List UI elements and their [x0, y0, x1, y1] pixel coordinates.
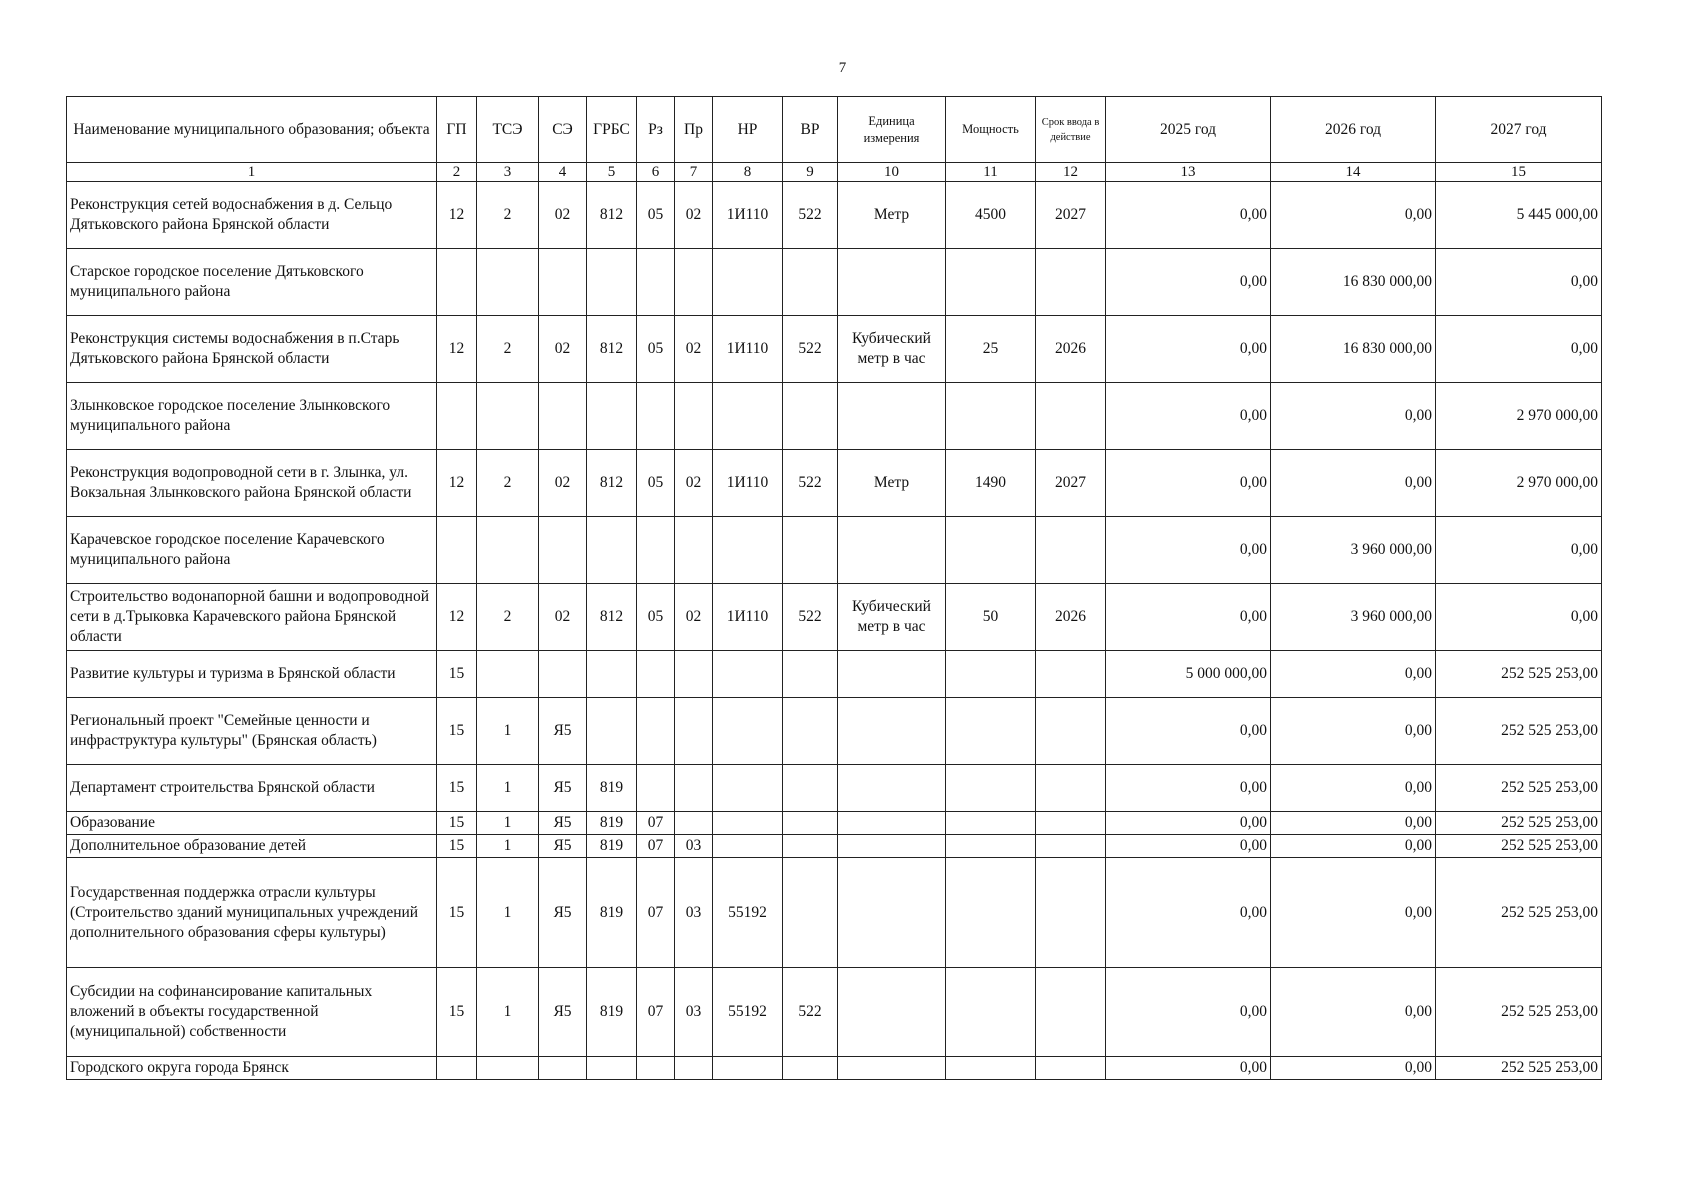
cell-pr [675, 249, 713, 316]
cell-grbs: 819 [587, 835, 637, 858]
cell-vr [783, 765, 838, 812]
column-number: 14 [1271, 163, 1436, 182]
cell-amount-2026: 0,00 [1271, 450, 1436, 517]
cell-rz [637, 651, 675, 698]
cell-unit: Метр [838, 450, 946, 517]
table-body [67, 182, 1602, 1080]
cell-unit [838, 968, 946, 1057]
cell-grbs [587, 651, 637, 698]
cell-pr: 02 [675, 450, 713, 517]
cell-vr [783, 651, 838, 698]
cell-amount-2025: 0,00 [1106, 812, 1271, 835]
cell-capacity [946, 968, 1036, 1057]
header-se: СЭ [539, 97, 587, 163]
cell-amount-2027: 0,00 [1436, 517, 1602, 584]
table-row [67, 651, 1602, 698]
header-2027: 2027 год [1436, 97, 1602, 163]
cell-vr [783, 812, 838, 835]
cell-vr: 522 [783, 182, 838, 249]
cell-se: 02 [539, 182, 587, 249]
column-number: 12 [1036, 163, 1106, 182]
header-gp: ГП [437, 97, 477, 163]
cell-unit [838, 765, 946, 812]
cell-vr [783, 517, 838, 584]
cell-nr: 55192 [713, 858, 783, 968]
cell-rz [637, 1057, 675, 1080]
cell-tse [477, 651, 539, 698]
table-row [67, 584, 1602, 651]
cell-rz: 05 [637, 584, 675, 651]
cell-tse [477, 517, 539, 584]
cell-se [539, 249, 587, 316]
cell-tse: 1 [477, 812, 539, 835]
cell-nr [713, 517, 783, 584]
cell-amount-2025: 0,00 [1106, 698, 1271, 765]
cell-vr: 522 [783, 584, 838, 651]
cell-se: Я5 [539, 858, 587, 968]
cell-amount-2027: 252 525 253,00 [1436, 651, 1602, 698]
cell-nr [713, 812, 783, 835]
cell-amount-2026: 0,00 [1271, 812, 1436, 835]
table-row [67, 835, 1602, 858]
cell-commissioning [1036, 383, 1106, 450]
column-number: 15 [1436, 163, 1602, 182]
column-number: 13 [1106, 163, 1271, 182]
column-number: 5 [587, 163, 637, 182]
cell-rz: 07 [637, 968, 675, 1057]
table-row [67, 383, 1602, 450]
cell-gp: 12 [437, 316, 477, 383]
cell-se: Я5 [539, 968, 587, 1057]
cell-amount-2027: 0,00 [1436, 316, 1602, 383]
cell-name: Строительство водонапорной башни и водопроводной сети в д.Трыковка Карачевского района Брянской области [67, 584, 437, 651]
cell-name: Старское городское поселение Дятьковского муниципального района [67, 249, 437, 316]
cell-unit [838, 517, 946, 584]
cell-gp: 12 [437, 182, 477, 249]
cell-capacity: 50 [946, 584, 1036, 651]
cell-pr [675, 517, 713, 584]
column-number: 1 [67, 163, 437, 182]
cell-gp: 15 [437, 765, 477, 812]
cell-amount-2025: 0,00 [1106, 182, 1271, 249]
header-name: Наименование муниципального образования; объекта [67, 97, 437, 163]
header-2025: 2025 год [1106, 97, 1271, 163]
cell-pr [675, 1057, 713, 1080]
cell-commissioning [1036, 517, 1106, 584]
cell-grbs: 819 [587, 858, 637, 968]
cell-rz [637, 249, 675, 316]
cell-unit [838, 835, 946, 858]
table-row [67, 765, 1602, 812]
cell-amount-2025: 0,00 [1106, 517, 1271, 584]
cell-nr: 1И110 [713, 316, 783, 383]
cell-capacity: 1490 [946, 450, 1036, 517]
cell-commissioning [1036, 698, 1106, 765]
cell-nr: 55192 [713, 968, 783, 1057]
cell-name: Карачевское городское поселение Карачевского муниципального района [67, 517, 437, 584]
cell-grbs [587, 383, 637, 450]
cell-capacity: 25 [946, 316, 1036, 383]
table-row [67, 698, 1602, 765]
cell-name: Развитие культуры и туризма в Брянской области [67, 651, 437, 698]
cell-name: Реконструкция водопроводной сети в г. Злынка, ул. Вокзальная Злынковского района Брянской области [67, 450, 437, 517]
cell-rz [637, 698, 675, 765]
cell-gp [437, 383, 477, 450]
cell-amount-2027: 252 525 253,00 [1436, 968, 1602, 1057]
cell-tse: 1 [477, 835, 539, 858]
cell-vr [783, 835, 838, 858]
cell-gp: 15 [437, 835, 477, 858]
cell-gp [437, 249, 477, 316]
cell-amount-2026: 0,00 [1271, 651, 1436, 698]
cell-se: Я5 [539, 765, 587, 812]
cell-unit: Метр [838, 182, 946, 249]
cell-amount-2026: 0,00 [1271, 968, 1436, 1057]
cell-grbs: 812 [587, 182, 637, 249]
cell-se: Я5 [539, 835, 587, 858]
header-pr: Пр [675, 97, 713, 163]
header-nr: НР [713, 97, 783, 163]
cell-amount-2026: 0,00 [1271, 835, 1436, 858]
cell-se: 02 [539, 584, 587, 651]
cell-nr [713, 835, 783, 858]
cell-name: Дополнительное образование детей [67, 835, 437, 858]
cell-amount-2026: 3 960 000,00 [1271, 517, 1436, 584]
cell-amount-2025: 0,00 [1106, 584, 1271, 651]
cell-amount-2025: 0,00 [1106, 835, 1271, 858]
header-unit: Единица измерения [838, 97, 946, 163]
cell-commissioning [1036, 651, 1106, 698]
cell-rz: 05 [637, 450, 675, 517]
header-row [67, 97, 1602, 163]
column-number: 10 [838, 163, 946, 182]
cell-tse: 2 [477, 316, 539, 383]
cell-amount-2025: 0,00 [1106, 316, 1271, 383]
cell-amount-2026: 16 830 000,00 [1271, 249, 1436, 316]
header-2026: 2026 год [1271, 97, 1436, 163]
header-commissioning: Срок ввода в действие [1036, 97, 1106, 163]
cell-tse: 1 [477, 968, 539, 1057]
cell-amount-2025: 0,00 [1106, 249, 1271, 316]
cell-nr [713, 383, 783, 450]
cell-amount-2025: 0,00 [1106, 1057, 1271, 1080]
cell-grbs [587, 517, 637, 584]
cell-pr: 02 [675, 182, 713, 249]
cell-amount-2025: 0,00 [1106, 968, 1271, 1057]
table-row [67, 858, 1602, 968]
cell-grbs [587, 1057, 637, 1080]
cell-vr [783, 698, 838, 765]
cell-capacity [946, 858, 1036, 968]
cell-name: Реконструкция сетей водоснабжения в д. Сельцо Дятьковского района Брянской области [67, 182, 437, 249]
cell-unit [838, 858, 946, 968]
cell-nr: 1И110 [713, 182, 783, 249]
cell-vr [783, 1057, 838, 1080]
cell-amount-2025: 0,00 [1106, 450, 1271, 517]
cell-grbs: 819 [587, 968, 637, 1057]
cell-rz: 05 [637, 316, 675, 383]
cell-grbs [587, 698, 637, 765]
cell-name: Субсидии на софинансирование капитальных вложений в объекты государственной (муниципальной) собственности [67, 968, 437, 1057]
cell-tse: 2 [477, 450, 539, 517]
cell-unit [838, 249, 946, 316]
header-vr: ВР [783, 97, 838, 163]
cell-nr [713, 1057, 783, 1080]
cell-pr [675, 765, 713, 812]
cell-amount-2027: 0,00 [1436, 249, 1602, 316]
cell-commissioning: 2026 [1036, 584, 1106, 651]
cell-amount-2025: 0,00 [1106, 383, 1271, 450]
cell-nr: 1И110 [713, 450, 783, 517]
cell-commissioning [1036, 812, 1106, 835]
cell-name: Региональный проект "Семейные ценности и инфраструктура культуры" (Брянская область) [67, 698, 437, 765]
cell-rz: 07 [637, 812, 675, 835]
cell-unit: Кубический метр в час [838, 584, 946, 651]
header-tse: ТСЭ [477, 97, 539, 163]
cell-amount-2027: 252 525 253,00 [1436, 765, 1602, 812]
cell-rz: 05 [637, 182, 675, 249]
cell-amount-2025: 0,00 [1106, 765, 1271, 812]
cell-commissioning [1036, 835, 1106, 858]
cell-unit [838, 1057, 946, 1080]
cell-se [539, 651, 587, 698]
cell-gp [437, 517, 477, 584]
cell-amount-2026: 16 830 000,00 [1271, 316, 1436, 383]
cell-amount-2025: 0,00 [1106, 858, 1271, 968]
cell-name: Реконструкция системы водоснабжения в п.Старь Дятьковского района Брянской области [67, 316, 437, 383]
cell-vr [783, 383, 838, 450]
cell-pr: 02 [675, 316, 713, 383]
cell-tse: 2 [477, 584, 539, 651]
cell-tse: 1 [477, 698, 539, 765]
cell-commissioning: 2026 [1036, 316, 1106, 383]
cell-amount-2027: 2 970 000,00 [1436, 450, 1602, 517]
column-number: 4 [539, 163, 587, 182]
table-row [67, 316, 1602, 383]
cell-pr: 02 [675, 584, 713, 651]
cell-commissioning [1036, 968, 1106, 1057]
cell-gp: 15 [437, 858, 477, 968]
cell-pr [675, 698, 713, 765]
table-row [67, 517, 1602, 584]
cell-gp: 15 [437, 812, 477, 835]
cell-capacity [946, 812, 1036, 835]
table-row [67, 450, 1602, 517]
cell-vr: 522 [783, 316, 838, 383]
cell-grbs: 812 [587, 450, 637, 517]
cell-commissioning: 2027 [1036, 450, 1106, 517]
cell-amount-2027: 2 970 000,00 [1436, 383, 1602, 450]
cell-unit [838, 651, 946, 698]
cell-gp: 15 [437, 968, 477, 1057]
cell-rz: 07 [637, 835, 675, 858]
cell-tse: 1 [477, 858, 539, 968]
cell-capacity [946, 517, 1036, 584]
table-row [67, 182, 1602, 249]
cell-name: Департамент строительства Брянской области [67, 765, 437, 812]
cell-amount-2026: 0,00 [1271, 698, 1436, 765]
cell-rz: 07 [637, 858, 675, 968]
cell-amount-2027: 5 445 000,00 [1436, 182, 1602, 249]
cell-amount-2025: 5 000 000,00 [1106, 651, 1271, 698]
column-number-row [67, 163, 1602, 182]
cell-grbs [587, 249, 637, 316]
cell-capacity [946, 651, 1036, 698]
cell-tse [477, 383, 539, 450]
table-row [67, 812, 1602, 835]
cell-capacity [946, 383, 1036, 450]
cell-capacity [946, 698, 1036, 765]
header-grbs: ГРБС [587, 97, 637, 163]
table-row [67, 968, 1602, 1057]
cell-vr: 522 [783, 968, 838, 1057]
cell-pr [675, 651, 713, 698]
cell-se [539, 1057, 587, 1080]
cell-unit: Кубический метр в час [838, 316, 946, 383]
cell-commissioning: 2027 [1036, 182, 1106, 249]
cell-grbs: 819 [587, 765, 637, 812]
cell-unit [838, 698, 946, 765]
header-capacity: Мощность [946, 97, 1036, 163]
cell-unit [838, 812, 946, 835]
cell-gp: 12 [437, 450, 477, 517]
cell-amount-2027: 252 525 253,00 [1436, 858, 1602, 968]
cell-commissioning [1036, 765, 1106, 812]
cell-nr [713, 249, 783, 316]
column-number: 2 [437, 163, 477, 182]
cell-name: Образование [67, 812, 437, 835]
cell-name: Злынковское городское поселение Злынковского муниципального района [67, 383, 437, 450]
page-number: 7 [838, 60, 847, 76]
cell-name: Городского округа города Брянск [67, 1057, 437, 1080]
cell-amount-2027: 252 525 253,00 [1436, 698, 1602, 765]
column-number: 3 [477, 163, 539, 182]
cell-se [539, 517, 587, 584]
cell-gp: 15 [437, 651, 477, 698]
cell-nr [713, 698, 783, 765]
cell-se: Я5 [539, 698, 587, 765]
cell-amount-2027: 252 525 253,00 [1436, 1057, 1602, 1080]
table-row [67, 1057, 1602, 1080]
header-rz: Рз [637, 97, 675, 163]
cell-amount-2027: 252 525 253,00 [1436, 835, 1602, 858]
cell-rz [637, 765, 675, 812]
cell-rz [637, 383, 675, 450]
cell-pr [675, 383, 713, 450]
cell-se: 02 [539, 316, 587, 383]
cell-pr: 03 [675, 835, 713, 858]
cell-se: Я5 [539, 812, 587, 835]
cell-name: Государственная поддержка отрасли культуры (Строительство зданий муниципальных учреждений дополнительного образования сферы культуры) [67, 858, 437, 968]
budget-table [66, 96, 1602, 1080]
cell-amount-2027: 0,00 [1436, 584, 1602, 651]
column-number: 11 [946, 163, 1036, 182]
cell-tse [477, 249, 539, 316]
cell-se [539, 383, 587, 450]
cell-commissioning [1036, 1057, 1106, 1080]
cell-pr: 03 [675, 858, 713, 968]
cell-grbs: 812 [587, 316, 637, 383]
cell-capacity [946, 249, 1036, 316]
cell-commissioning [1036, 858, 1106, 968]
cell-unit [838, 383, 946, 450]
cell-pr [675, 812, 713, 835]
cell-capacity [946, 835, 1036, 858]
cell-commissioning [1036, 249, 1106, 316]
cell-tse: 1 [477, 765, 539, 812]
cell-vr [783, 858, 838, 968]
cell-gp [437, 1057, 477, 1080]
table-row [67, 249, 1602, 316]
cell-capacity: 4500 [946, 182, 1036, 249]
cell-nr [713, 765, 783, 812]
cell-grbs: 819 [587, 812, 637, 835]
cell-amount-2026: 0,00 [1271, 182, 1436, 249]
cell-amount-2026: 0,00 [1271, 1057, 1436, 1080]
cell-tse: 2 [477, 182, 539, 249]
cell-amount-2026: 0,00 [1271, 383, 1436, 450]
cell-nr: 1И110 [713, 584, 783, 651]
cell-gp: 12 [437, 584, 477, 651]
cell-amount-2026: 3 960 000,00 [1271, 584, 1436, 651]
cell-amount-2027: 252 525 253,00 [1436, 812, 1602, 835]
cell-rz [637, 517, 675, 584]
cell-gp: 15 [437, 698, 477, 765]
column-number: 7 [675, 163, 713, 182]
column-number: 6 [637, 163, 675, 182]
cell-amount-2026: 0,00 [1271, 765, 1436, 812]
column-number: 8 [713, 163, 783, 182]
cell-capacity [946, 765, 1036, 812]
cell-vr [783, 249, 838, 316]
cell-amount-2026: 0,00 [1271, 858, 1436, 968]
cell-vr: 522 [783, 450, 838, 517]
cell-capacity [946, 1057, 1036, 1080]
cell-nr [713, 651, 783, 698]
cell-se: 02 [539, 450, 587, 517]
cell-tse [477, 1057, 539, 1080]
column-number: 9 [783, 163, 838, 182]
cell-pr: 03 [675, 968, 713, 1057]
cell-grbs: 812 [587, 584, 637, 651]
